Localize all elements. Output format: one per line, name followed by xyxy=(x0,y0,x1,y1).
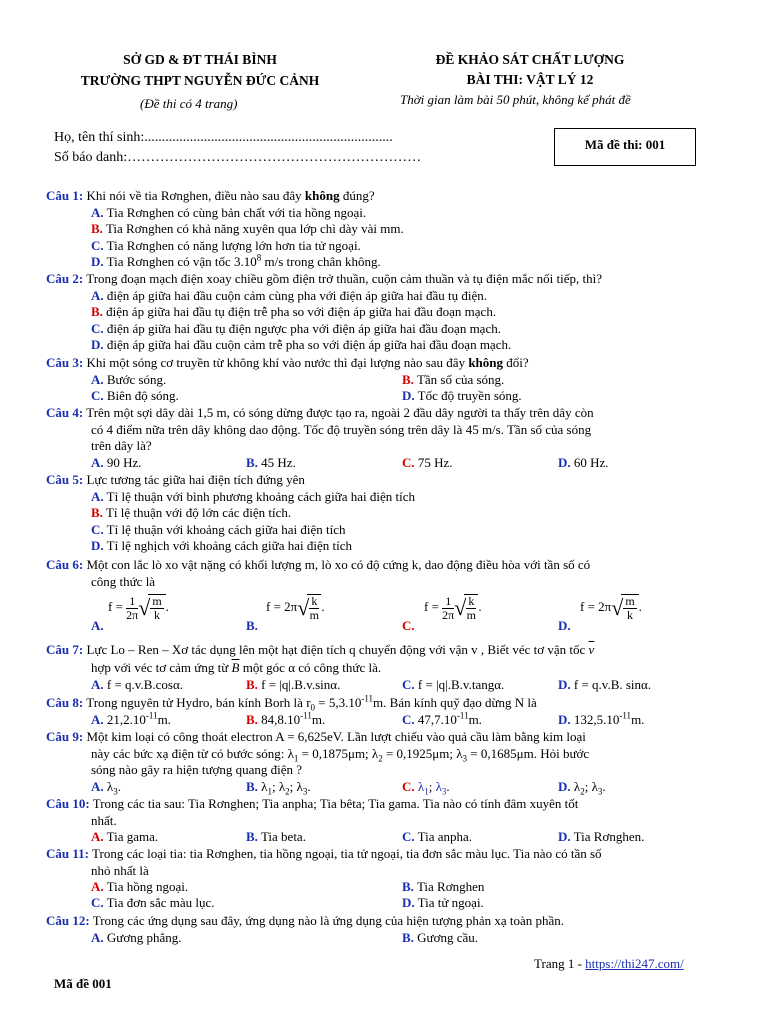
q10-option-b[interactable]: B. Tia beta. xyxy=(246,829,306,845)
q11-option-b[interactable]: B. Tia Rơnghen xyxy=(402,879,485,895)
question-2 xyxy=(46,271,728,354)
q9-text: Một kim loại có công thoát electron A = 6,625eV. Lần lượt chiếu vào quả cầu làm bằng kim loại xyxy=(83,729,586,744)
q3-text-end: đổi? xyxy=(503,355,529,370)
q2-number: Câu 2: xyxy=(46,271,84,286)
q10-option-a[interactable]: A. Tia gama. xyxy=(91,829,159,845)
q10-text: Trong các tia sau: Tia Rơnghen; Tia anpha; Tia bêta; Tia gama. Tia nào có tính đâm xuyên tốt xyxy=(89,796,579,811)
q6-option-b-formula: f = 2π√ $\frac{k}{m}$ . xyxy=(266,594,325,623)
exam-title: ĐỀ KHẢO SÁT CHẤT LƯỢNG xyxy=(435,52,625,67)
q7-text: Lực Lo – Ren – Xơ tác dụng lên một hạt điện tích q chuyển động với vận v , Biết véc tơ vận tốc xyxy=(83,642,589,657)
q5-option-d[interactable]: D. Tỉ lệ nghịch với khoảng cách giữa hai điện tích xyxy=(91,538,352,554)
q3-option-c[interactable]: C. Biên độ sóng. xyxy=(91,387,179,403)
q12-text: Trong các ứng dụng sau đây, ứng dụng nào là ứng dụng của hiện tượng phản xạ toàn phần. xyxy=(89,913,565,928)
page-footer xyxy=(534,956,684,972)
q6-text-line2: công thức là xyxy=(91,573,156,589)
q6-option-a-letter[interactable]: A. xyxy=(91,618,104,634)
q11-number: Câu 11: xyxy=(46,846,89,861)
q4-option-c[interactable]: C. 75 Hz. xyxy=(402,454,453,470)
question-6 xyxy=(46,557,728,636)
question-8: Câu 8: Trong nguyên tử Hydro, bán kính Borh là $r_0 = 5,3.10^{-11}m$. Bán kính quỹ đạo dừng N là A. $21,2.10^{-11}m$. B. $84,8.10^{-11}m$. C. $47,7.10^{-11}m$. D. $132,5.10^{-11}m$. xyxy=(46,693,645,727)
q10-text-line2: nhất. xyxy=(91,812,117,828)
q8-text: Trong nguyên tử Hydro, bán kính Borh là r xyxy=(83,695,311,710)
q1-option-c[interactable]: C. Tia Rơnghen có năng lượng lớn hơn tia tử ngoại. xyxy=(91,237,361,253)
q10-number: Câu 10: xyxy=(46,796,90,811)
q2-option-c[interactable]: C. điện áp giữa hai đầu tụ điện ngược pha với điện áp giữa hai đầu đoạn mạch. xyxy=(91,320,501,336)
q3-option-b[interactable]: B. Tần số của sóng. xyxy=(402,371,505,387)
q7-option-b[interactable]: B. f = |q|.B.v.sinα. xyxy=(246,677,341,692)
q3-option-d[interactable]: D. Tốc độ truyền sóng. xyxy=(402,387,522,403)
q10-option-c[interactable]: C. Tia anpha. xyxy=(402,829,473,845)
q2-option-b[interactable]: B. điện áp giữa hai đầu tụ điện trễ pha so với điện áp giữa hai đầu đoạn mạch. xyxy=(91,304,497,320)
q4-option-b[interactable]: B. 45 Hz. xyxy=(246,454,296,470)
q4-option-d[interactable]: D. 60 Hz. xyxy=(558,454,609,470)
q9-option-c[interactable]: C. $\lambda_1$; $\lambda_3$. xyxy=(402,778,450,797)
q6-text: Một con lắc lò xo vật nặng có khối lượng m, lò xo có độ cứng k, dao động điều hòa với tần số có xyxy=(83,557,591,572)
q12-option-a[interactable]: A. Gương phẳng. xyxy=(91,929,182,945)
q8-option-a[interactable]: A. $21,2.10^{-11}m$. xyxy=(91,710,171,727)
q4-number: Câu 4: xyxy=(46,405,84,420)
q12-option-b[interactable]: B. Gương cầu. xyxy=(402,929,479,945)
q1-bold: không xyxy=(304,188,340,203)
footer-link[interactable]: https://thi247.com/ xyxy=(585,956,684,971)
q9-option-d[interactable]: D. $\lambda_2$; $\lambda_3$. xyxy=(558,778,606,797)
q5-option-b[interactable]: B. Tỉ lệ thuận với độ lớn các điện tích. xyxy=(91,505,292,521)
q8-option-d[interactable]: D. $132,5.10^{-11}m$. xyxy=(558,710,645,727)
b-field-vector: $\overline{B}$ xyxy=(231,660,240,675)
exam-code: Mã đề thi: 001 xyxy=(584,137,666,152)
q6-option-d-formula: f = 2π√ $\frac{m}{k}$ . xyxy=(580,594,642,623)
q7-option-a[interactable]: A. f = q.v.B.cosα. xyxy=(91,677,184,692)
q11-option-c[interactable]: C. Tia đơn sắc màu lục. xyxy=(91,895,215,911)
q5-option-c[interactable]: C. Tỉ lệ thuận với khoảng cách giữa hai điện tích xyxy=(91,521,346,537)
q2-option-d[interactable]: D. điện áp giữa hai đầu cuộn cảm trễ pha so với điện áp giữa hai đầu đoạn mạch. xyxy=(91,337,512,353)
q3-text: Khi một sóng cơ truyền từ không khí vào nước thì đại lượng nào sau đây xyxy=(83,355,469,370)
question-5 xyxy=(46,472,728,555)
question-7 xyxy=(46,641,728,694)
question-10 xyxy=(46,796,728,846)
q2-text: Trong đoạn mạch điện xoay chiều gồm điện trở thuần, cuộn cảm thuần và tụ điện mắc nối tiếp, thì? xyxy=(83,271,603,286)
q4-text: Trên một sợi dây dài 1,5 m, có sóng dừng được tạo ra, ngoài 2 đầu dây người ta thấy trên dây còn xyxy=(83,405,594,420)
exam-code-box xyxy=(554,128,696,166)
q9-option-b[interactable]: B. $\lambda_1$; $\lambda_2$; $\lambda_3$. xyxy=(246,778,311,797)
q7-number: Câu 7: xyxy=(46,642,84,657)
q6-option-b-letter[interactable]: B. xyxy=(246,618,258,634)
q5-option-a[interactable]: A. Tỉ lệ thuận với bình phương khoảng cách giữa hai điện tích xyxy=(91,488,416,504)
q5-number: Câu 5: xyxy=(46,472,84,487)
q7-text-line2-end: một góc α có công thức là. xyxy=(239,660,382,675)
page-count-note: (Đề thi có 4 trang) xyxy=(140,96,238,111)
q1-option-d[interactable]: D. Tia Rơnghen có vận tốc 3.10$^8$ m/s trong chân không. xyxy=(91,253,381,270)
q6-option-d-letter[interactable]: D. xyxy=(558,618,571,634)
q2-option-a[interactable]: A. điện áp giữa hai đầu cuộn cảm cùng pha với điện áp giữa hai đầu tụ điện. xyxy=(91,287,488,303)
q6-number: Câu 6: xyxy=(46,557,84,572)
exam-time: Thời gian làm bài 50 phút, không kể phát đề xyxy=(400,92,631,107)
candidate-id-line: Số báo danh:……………………………………………………… xyxy=(54,150,422,165)
q11-text: Trong các loại tia: tia Rơnghen, tia hồng ngoại, tia tử ngoại, tia đơn sắc màu lục. Tia nào có tần số xyxy=(88,846,602,861)
q9-option-a[interactable]: A. $\lambda_3$. xyxy=(91,778,121,797)
q4-text-line2: có 4 điểm nữa trên dây không dao động. Tốc độ truyền sóng trên dây là 45 m/s. Tần số của sóng xyxy=(91,421,592,437)
q6-option-a-formula: f = $\frac{1}{2\pi}$ √ $\frac{m}{k}$ . xyxy=(108,593,169,623)
q9-text-line3: sóng nào gây ra hiện tượng quang điện ? xyxy=(91,762,303,778)
q9-number: Câu 9: xyxy=(46,729,84,744)
q3-bold: không xyxy=(468,355,504,370)
q1-option-a[interactable]: A. Tia Rơnghen có cùng bản chất với tia hồng ngoại. xyxy=(91,204,367,220)
question-11 xyxy=(46,846,728,912)
q7-option-c[interactable]: C. f = |q|.B.v.tangα. xyxy=(402,677,505,692)
q6-option-c-formula: f = $\frac{1}{2\pi}$ √ $\frac{k}{m}$ . xyxy=(424,593,482,623)
q8-option-c[interactable]: C. $47,7.10^{-11}m$. xyxy=(402,710,482,727)
q6-option-c-letter[interactable]: C. xyxy=(402,618,415,634)
q11-option-d[interactable]: D. Tia tử ngoại. xyxy=(402,895,484,911)
question-9: Câu 9: Một kim loại có công thoát electron A = 6,625eV. Lần lượt chiếu vào quả cầu làm bằng kim loại này các bức xạ điện từ có bước sóng: $\lambda_1 = 0,1875\mu m$; $\lambda_2 = 0,1925\mu m$; $\lambda_3 = 0,1685\mu m$. Hỏi bước sóng nào gây ra hiện tượng quang điện ? A. $\lambda_3$. B. $\lambda_1$; $\lambda_2$; $\lambda_3$. C. $\lambda_1$; $\lambda_3$. D. $\lambda_2$; $\lambda_3$. xyxy=(46,729,728,796)
q3-option-a[interactable]: A. Bước sóng. xyxy=(91,371,167,387)
q10-option-d[interactable]: D. Tia Rơnghen. xyxy=(558,829,645,845)
q8-option-b[interactable]: B. $84,8.10^{-11}m$. xyxy=(246,710,326,727)
q4-text-line3: trên dây là? xyxy=(91,438,152,454)
q1-text-end: đúng? xyxy=(339,188,375,203)
q7-option-d[interactable]: D. f = q.v.B. sinα. xyxy=(558,677,652,692)
q11-text-line2: nhỏ nhất là xyxy=(91,862,149,878)
school-name: TRƯỜNG THPT NGUYỄN ĐỨC CẢNH xyxy=(80,73,320,88)
school-department: SỞ GD & ĐT THÁI BÌNH xyxy=(123,52,277,67)
question-12 xyxy=(46,913,728,947)
question-1 xyxy=(46,188,728,271)
q1-number: Câu 1: xyxy=(46,188,84,203)
candidate-name-line: Họ, tên thí sinh:....................................................................... xyxy=(54,130,393,145)
q3-number: Câu 3: xyxy=(46,355,84,370)
exam-code-footer: Mã đề 001 xyxy=(54,976,112,991)
q1-option-b[interactable]: B. Tia Rơnghen có khả năng xuyên qua lớp chì dày vài mm. xyxy=(91,221,404,237)
velocity-vector: $\overline{v}$ xyxy=(588,642,595,657)
q4-option-a[interactable]: A. 90 Hz. xyxy=(91,454,142,470)
q7-text-line2: hợp với véc tơ cảm ứng từ xyxy=(91,660,232,675)
q8-number: Câu 8: xyxy=(46,695,84,710)
question-4 xyxy=(46,405,728,472)
question-3 xyxy=(46,355,728,405)
q5-text: Lực tương tác giữa hai điện tích đứng yên xyxy=(83,472,305,487)
page-number: Trang 1 - xyxy=(534,956,586,971)
q12-number: Câu 12: xyxy=(46,913,90,928)
exam-subject: BÀI THI: VẬT LÝ 12 xyxy=(466,72,594,87)
q1-text: Khi nói về tia Rơnghen, điều nào sau đây xyxy=(83,188,305,203)
q11-option-a[interactable]: A. Tia hồng ngoại. xyxy=(91,879,189,895)
